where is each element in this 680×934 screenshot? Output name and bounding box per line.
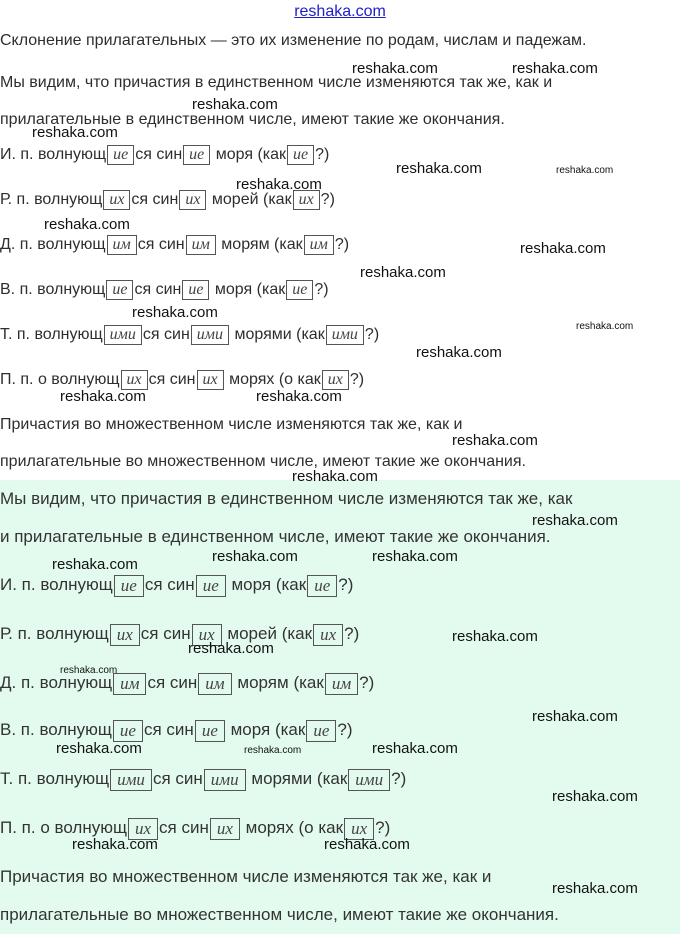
- closing-text: ?): [375, 818, 391, 837]
- closing-text: ?): [334, 236, 350, 254]
- comparison-text: (как: [316, 769, 348, 788]
- watermark-text: reshaka.com: [552, 788, 638, 805]
- word-suffix: ся: [140, 624, 159, 643]
- noun-word: морям: [221, 236, 270, 254]
- watermark-text: reshaka.com: [372, 548, 458, 565]
- noun-word: морях: [245, 818, 294, 837]
- watermark-text: reshaka.com: [188, 640, 274, 657]
- closing-text: ?): [344, 624, 360, 643]
- case-label: Д. п.: [0, 236, 33, 254]
- comparison-text: (как: [275, 575, 307, 594]
- ending-box: ими: [204, 769, 246, 791]
- word-suffix: ся: [159, 818, 177, 837]
- watermark-text: reshaka.com: [60, 665, 118, 676]
- case-label: Д. п.: [0, 673, 35, 692]
- ending-box: ие: [306, 720, 336, 742]
- ending-box: их: [322, 370, 349, 390]
- word-stem: волнующ: [39, 720, 112, 739]
- case-label: Т. п.: [0, 326, 30, 344]
- ending-box: ие: [307, 575, 337, 597]
- word-stem: син: [158, 236, 185, 254]
- ending-box: им: [304, 235, 334, 255]
- comparison-text: (как: [256, 281, 286, 299]
- word-stem: волнующ: [40, 575, 113, 594]
- word-stem: син: [169, 673, 198, 692]
- word-stem: волнующ: [39, 673, 113, 692]
- word-suffix: ся: [152, 769, 171, 788]
- noun-word: морям: [237, 673, 289, 692]
- watermark-text: reshaka.com: [352, 60, 438, 77]
- answer-block-2: [0, 480, 680, 934]
- watermark-text: reshaka.com: [416, 344, 502, 361]
- paragraph-line: прилагательные во множественном числе, имеют такие же окончания.: [0, 453, 526, 470]
- watermark-text: reshaka.com: [244, 745, 302, 756]
- declension-row: [0, 190, 335, 210]
- word-stem: син: [169, 371, 196, 389]
- watermark-text: reshaka.com: [56, 740, 142, 757]
- case-label: П. п. о: [0, 371, 47, 389]
- watermark-text: reshaka.com: [72, 836, 158, 853]
- watermark-text: reshaka.com: [360, 264, 446, 281]
- ending-box: их: [192, 624, 222, 646]
- ending-box: ие: [107, 145, 134, 165]
- watermark-text: reshaka.com: [212, 548, 298, 565]
- paragraph-line: прилагательные в единственном числе, имеют такие же окончания.: [0, 111, 505, 128]
- paragraph-line: прилагательные во множественном числе, имеют такие же окончания.: [0, 905, 559, 924]
- closing-text: ?): [391, 769, 407, 788]
- word-stem: син: [163, 624, 191, 643]
- watermark-text: reshaka.com: [396, 160, 482, 177]
- paragraph-line: Причастия во множественном числе изменяются так же, как и: [0, 416, 463, 433]
- declension-row: [0, 325, 379, 345]
- ending-box: их: [128, 818, 158, 840]
- ending-box: их: [344, 818, 374, 840]
- word-suffix: ся: [134, 281, 152, 299]
- watermark-text: reshaka.com: [512, 60, 598, 77]
- paragraph-line: Мы видим, что причастия в единственном числе изменяются так же, как и: [0, 74, 553, 91]
- watermark-text: reshaka.com: [44, 216, 130, 233]
- closing-text: ?): [364, 326, 380, 344]
- case-label: Р. п.: [0, 191, 30, 209]
- watermark-text: reshaka.com: [452, 432, 538, 449]
- watermark-text: reshaka.com: [520, 240, 606, 257]
- declension-row: [0, 719, 353, 742]
- watermark-text: reshaka.com: [552, 880, 638, 897]
- watermark-text: reshaka.com: [324, 836, 410, 853]
- ending-box: ие: [195, 720, 225, 742]
- noun-word: моря: [231, 575, 272, 594]
- comparison-text: (как: [257, 146, 287, 164]
- noun-word: моря: [214, 281, 253, 299]
- paragraph-line: Причастия во множественном числе изменяются так же, как и: [0, 867, 492, 886]
- ending-box: их: [313, 624, 343, 646]
- ending-box: их: [121, 370, 148, 390]
- ending-box: им: [113, 673, 146, 695]
- ending-box: их: [179, 190, 206, 210]
- comparison-text: (как: [274, 720, 306, 739]
- comparison-text: (как: [274, 236, 303, 254]
- case-label: П. п. о: [0, 818, 50, 837]
- watermark-text: reshaka.com: [256, 388, 342, 405]
- word-stem: син: [156, 146, 183, 164]
- comparison-text: (о как: [298, 818, 344, 837]
- ending-box: ими: [348, 769, 390, 791]
- ending-box: им: [325, 673, 358, 695]
- comparison-text: (как: [296, 326, 325, 344]
- case-label: Р. п.: [0, 624, 32, 643]
- word-suffix: ся: [137, 236, 155, 254]
- noun-word: морях: [229, 371, 275, 389]
- noun-word: морей: [211, 191, 259, 209]
- word-suffix: ся: [142, 326, 160, 344]
- word-stem: син: [164, 326, 190, 344]
- comparison-text: (о как: [278, 371, 321, 389]
- intro-text: Склонение прилагательных — это их изменение по родам, числам и падежам.: [0, 32, 587, 49]
- watermark-text: reshaka.com: [452, 628, 538, 645]
- word-stem: син: [166, 720, 194, 739]
- word-suffix: ся: [148, 371, 166, 389]
- case-label: И. п.: [0, 146, 34, 164]
- ending-box: ие: [182, 280, 209, 300]
- ending-box: их: [110, 624, 140, 646]
- word-stem: волнующ: [51, 371, 120, 389]
- paragraph-line: Мы видим, что причастия в единственном числе изменяются так же, как: [0, 489, 573, 508]
- ending-box: им: [198, 673, 231, 695]
- word-stem: волнующ: [36, 624, 109, 643]
- word-suffix: ся: [144, 575, 163, 594]
- closing-text: ?): [338, 575, 354, 594]
- watermark-text: reshaka.com: [52, 556, 138, 573]
- word-stem: син: [175, 769, 203, 788]
- ending-box: ие: [106, 280, 133, 300]
- watermark-text: reshaka.com: [132, 304, 218, 321]
- word-suffix: ся: [131, 191, 149, 209]
- case-label: В. п.: [0, 720, 35, 739]
- noun-word: морями: [251, 769, 313, 788]
- word-stem: волнующ: [54, 818, 127, 837]
- noun-word: моря: [215, 146, 254, 164]
- word-stem: волнующ: [34, 191, 103, 209]
- closing-text: ?): [315, 146, 330, 164]
- word-stem: волнующ: [36, 769, 110, 788]
- closing-text: ?): [320, 191, 335, 209]
- ending-box: ими: [110, 769, 152, 791]
- declension-row: [0, 145, 329, 165]
- watermark-text: reshaka.com: [236, 176, 322, 193]
- comparison-text: (как: [281, 624, 313, 643]
- ending-box: их: [197, 370, 224, 390]
- closing-text: ?): [337, 720, 353, 739]
- word-stem: син: [155, 281, 182, 299]
- word-suffix: ся: [143, 720, 162, 739]
- watermark-text: reshaka.com: [532, 708, 618, 725]
- site-header-link[interactable]: reshaka.com: [294, 3, 386, 20]
- ending-box: ими: [191, 325, 229, 345]
- ending-box: им: [107, 235, 137, 255]
- paragraph-line: и прилагательные в единственном числе, имеют такие же окончания.: [0, 527, 551, 546]
- ending-box: ими: [326, 325, 364, 345]
- word-stem: волнующ: [34, 326, 103, 344]
- word-stem: волнующ: [37, 146, 107, 164]
- declension-row: [0, 280, 329, 300]
- closing-text: ?): [349, 371, 365, 389]
- ending-box: ие: [113, 720, 143, 742]
- watermark-text: reshaka.com: [576, 321, 634, 332]
- case-label: И. п.: [0, 575, 36, 594]
- declension-row: [0, 768, 406, 791]
- ending-box: ими: [104, 325, 142, 345]
- ending-box: их: [210, 818, 240, 840]
- word-stem: волнующ: [37, 236, 106, 254]
- watermark-text: reshaka.com: [556, 165, 614, 176]
- word-suffix: ся: [135, 146, 152, 164]
- ending-box: ие: [114, 575, 144, 597]
- declension-row: [0, 623, 359, 646]
- watermark-text: reshaka.com: [372, 740, 458, 757]
- watermark-text: reshaka.com: [32, 124, 118, 141]
- closing-text: ?): [314, 281, 329, 299]
- ending-box: их: [293, 190, 320, 210]
- ending-box: им: [186, 235, 216, 255]
- declension-row: [0, 672, 374, 695]
- watermark-text: reshaka.com: [60, 388, 146, 405]
- noun-word: морями: [234, 326, 292, 344]
- word-stem: волнующ: [37, 281, 106, 299]
- case-label: В. п.: [0, 281, 33, 299]
- comparison-text: (как: [293, 673, 324, 692]
- ending-box: ие: [183, 145, 210, 165]
- word-stem: син: [181, 818, 209, 837]
- word-stem: син: [167, 575, 195, 594]
- noun-word: морей: [227, 624, 277, 643]
- declension-row: [0, 574, 353, 597]
- closing-text: ?): [359, 673, 375, 692]
- comparison-text: (как: [262, 191, 292, 209]
- word-stem: син: [152, 191, 179, 209]
- word-suffix: ся: [147, 673, 166, 692]
- watermark-text: reshaka.com: [192, 96, 278, 113]
- watermark-text: reshaka.com: [292, 468, 378, 485]
- case-label: Т. п.: [0, 769, 32, 788]
- watermark-text: reshaka.com: [532, 512, 618, 529]
- ending-box: ие: [196, 575, 226, 597]
- noun-word: моря: [230, 720, 271, 739]
- ending-box: ие: [286, 280, 313, 300]
- declension-row: [0, 235, 349, 255]
- ending-box: ие: [287, 145, 314, 165]
- ending-box: их: [103, 190, 130, 210]
